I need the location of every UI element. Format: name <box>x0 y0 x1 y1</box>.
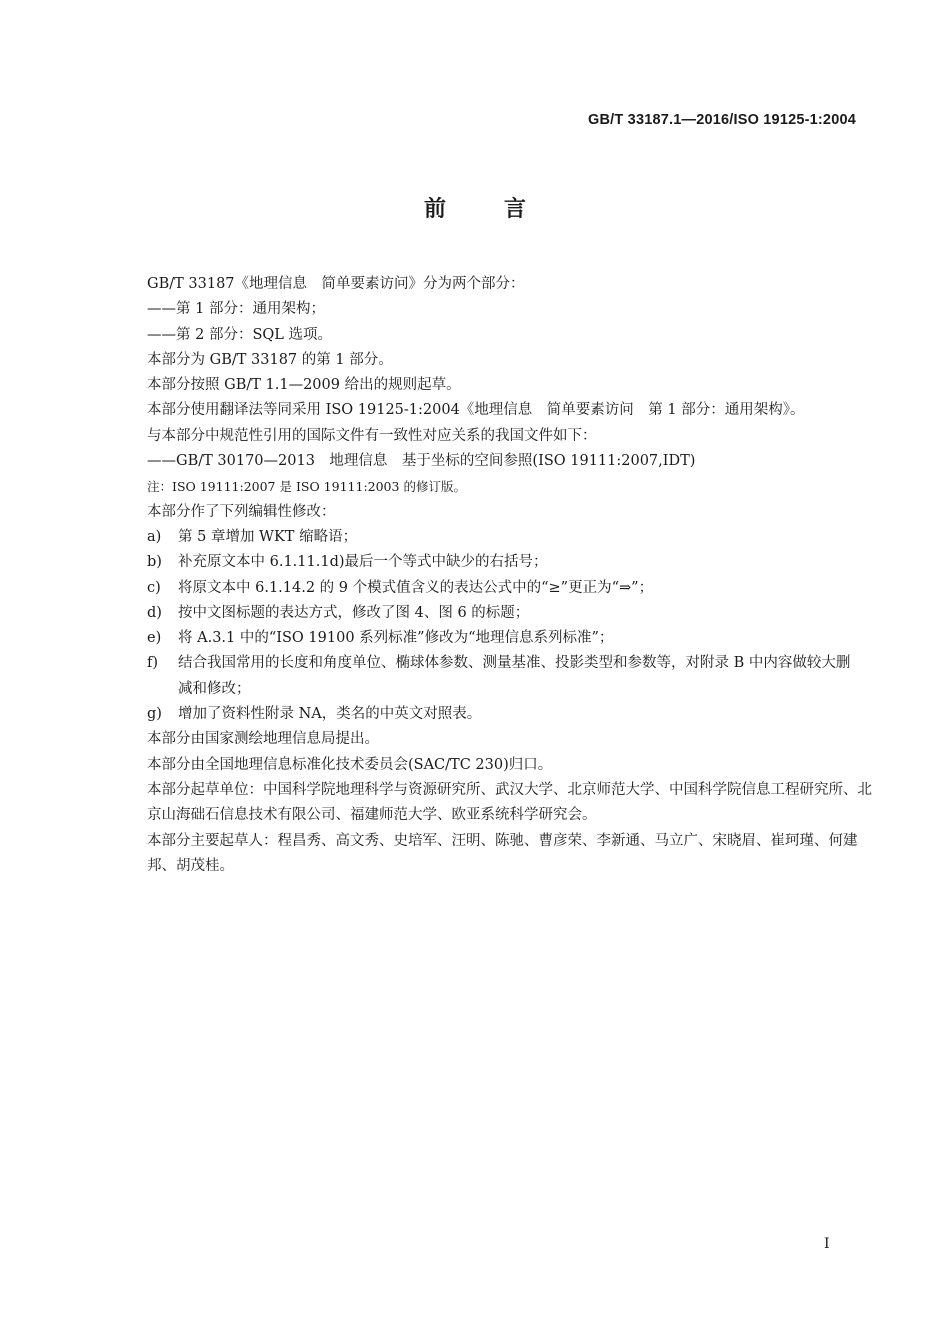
drafters-paragraph: 本部分主要起草人：程昌秀、高文秀、史培军、汪明、陈驰、曹彦荣、李新通、马立广、宋晓眉、崔珂瑾、何建邦、胡茂桂。 <box>147 832 858 874</box>
part-2-line: ——第 2 部分：SQL 选项。 <box>147 326 333 343</box>
list-item <box>116 550 856 575</box>
standard-code-header: GB/T 33187.1—2016/ISO 19125-1:2004 <box>588 112 856 128</box>
list-item-label: e) <box>147 630 162 647</box>
part-1-line: ——第 1 部分：通用架构； <box>147 301 325 318</box>
list-item-text: 结合我国常用的长度和角度单位、椭球体参数、测量基准、投影类型和参数等，对附录 B 中内容做较大删减和修改； <box>178 655 851 697</box>
list-item <box>116 651 852 702</box>
note-line: 注：ISO 19111:2007 是 ISO 19111:2003 的修订版。 <box>147 479 466 495</box>
page-number: I <box>824 1236 830 1252</box>
drafting-rules-line: 本部分按照 GB/T 1.1—2009 给出的规则起草。 <box>147 377 461 394</box>
correspondence-line: 与本部分中规范性引用的国际文件有一致性对应关系的我国文件如下： <box>147 427 597 444</box>
list-item-label: f) <box>147 655 159 672</box>
list-item-text: 将原文本中 6.1.14.2 的 9 个模式值含义的表达公式中的“≥”更正为“⇒”； <box>178 579 654 596</box>
list-item-label: g) <box>147 706 162 723</box>
list-item-text: 增加了资料性附录 NA，类名的中英文对照表。 <box>178 706 482 723</box>
drafting-units-paragraph: 本部分起草单位：中国科学院地理科学与资源研究所、武汉大学、北京师范大学、中国科学院信息工程研究所、北京山海础石信息技术有限公司、福建师范大学、欧亚系统科学研究会。 <box>147 781 872 824</box>
list-item-text: 按中文图标题的表达方式，修改了图 4、图 6 的标题； <box>178 604 530 621</box>
list-item-label: c) <box>147 579 161 596</box>
list-item <box>116 626 856 651</box>
list-item <box>116 601 856 626</box>
intro-line: GB/T 33187《地理信息 简单要素访问》分为两个部分： <box>147 276 525 292</box>
owner-line: 本部分由全国地理信息标准化技术委员会(SAC/TC 230)归口。 <box>147 756 553 773</box>
reference-line: ——GB/T 30170—2013 地理信息 基于坐标的空间参照(ISO 19111:2007,IDT) <box>147 453 696 470</box>
page-title: 前言 <box>423 197 584 222</box>
list-item-text: 补充原文本中 6.1.11.1d)最后一个等式中缺少的右括号； <box>178 554 548 571</box>
proposer-line: 本部分由国家测绘地理信息局提出。 <box>147 731 379 748</box>
foreword-body <box>116 272 872 879</box>
scope-line: 本部分为 GB/T 33187 的第 1 部分。 <box>147 351 393 368</box>
list-item <box>116 576 856 601</box>
edits-intro-line: 本部分作了下列编辑性修改： <box>147 503 336 520</box>
list-item <box>116 525 856 550</box>
list-item-text: 将 A.3.1 中的“ISO 19100 系列标准”修改为“地理信息系列标准”； <box>178 630 614 647</box>
list-item-label: d) <box>147 604 162 621</box>
list-item-text: 第 5 章增加 WKT 缩略语； <box>178 528 358 545</box>
list-item-label: a) <box>147 528 162 545</box>
list-item <box>116 702 856 727</box>
list-item-label: b) <box>147 554 162 571</box>
adoption-line: 本部分使用翻译法等同采用 ISO 19125-1:2004《地理信息 简单要素访问 第 1 部分：通用架构》。 <box>147 402 805 419</box>
